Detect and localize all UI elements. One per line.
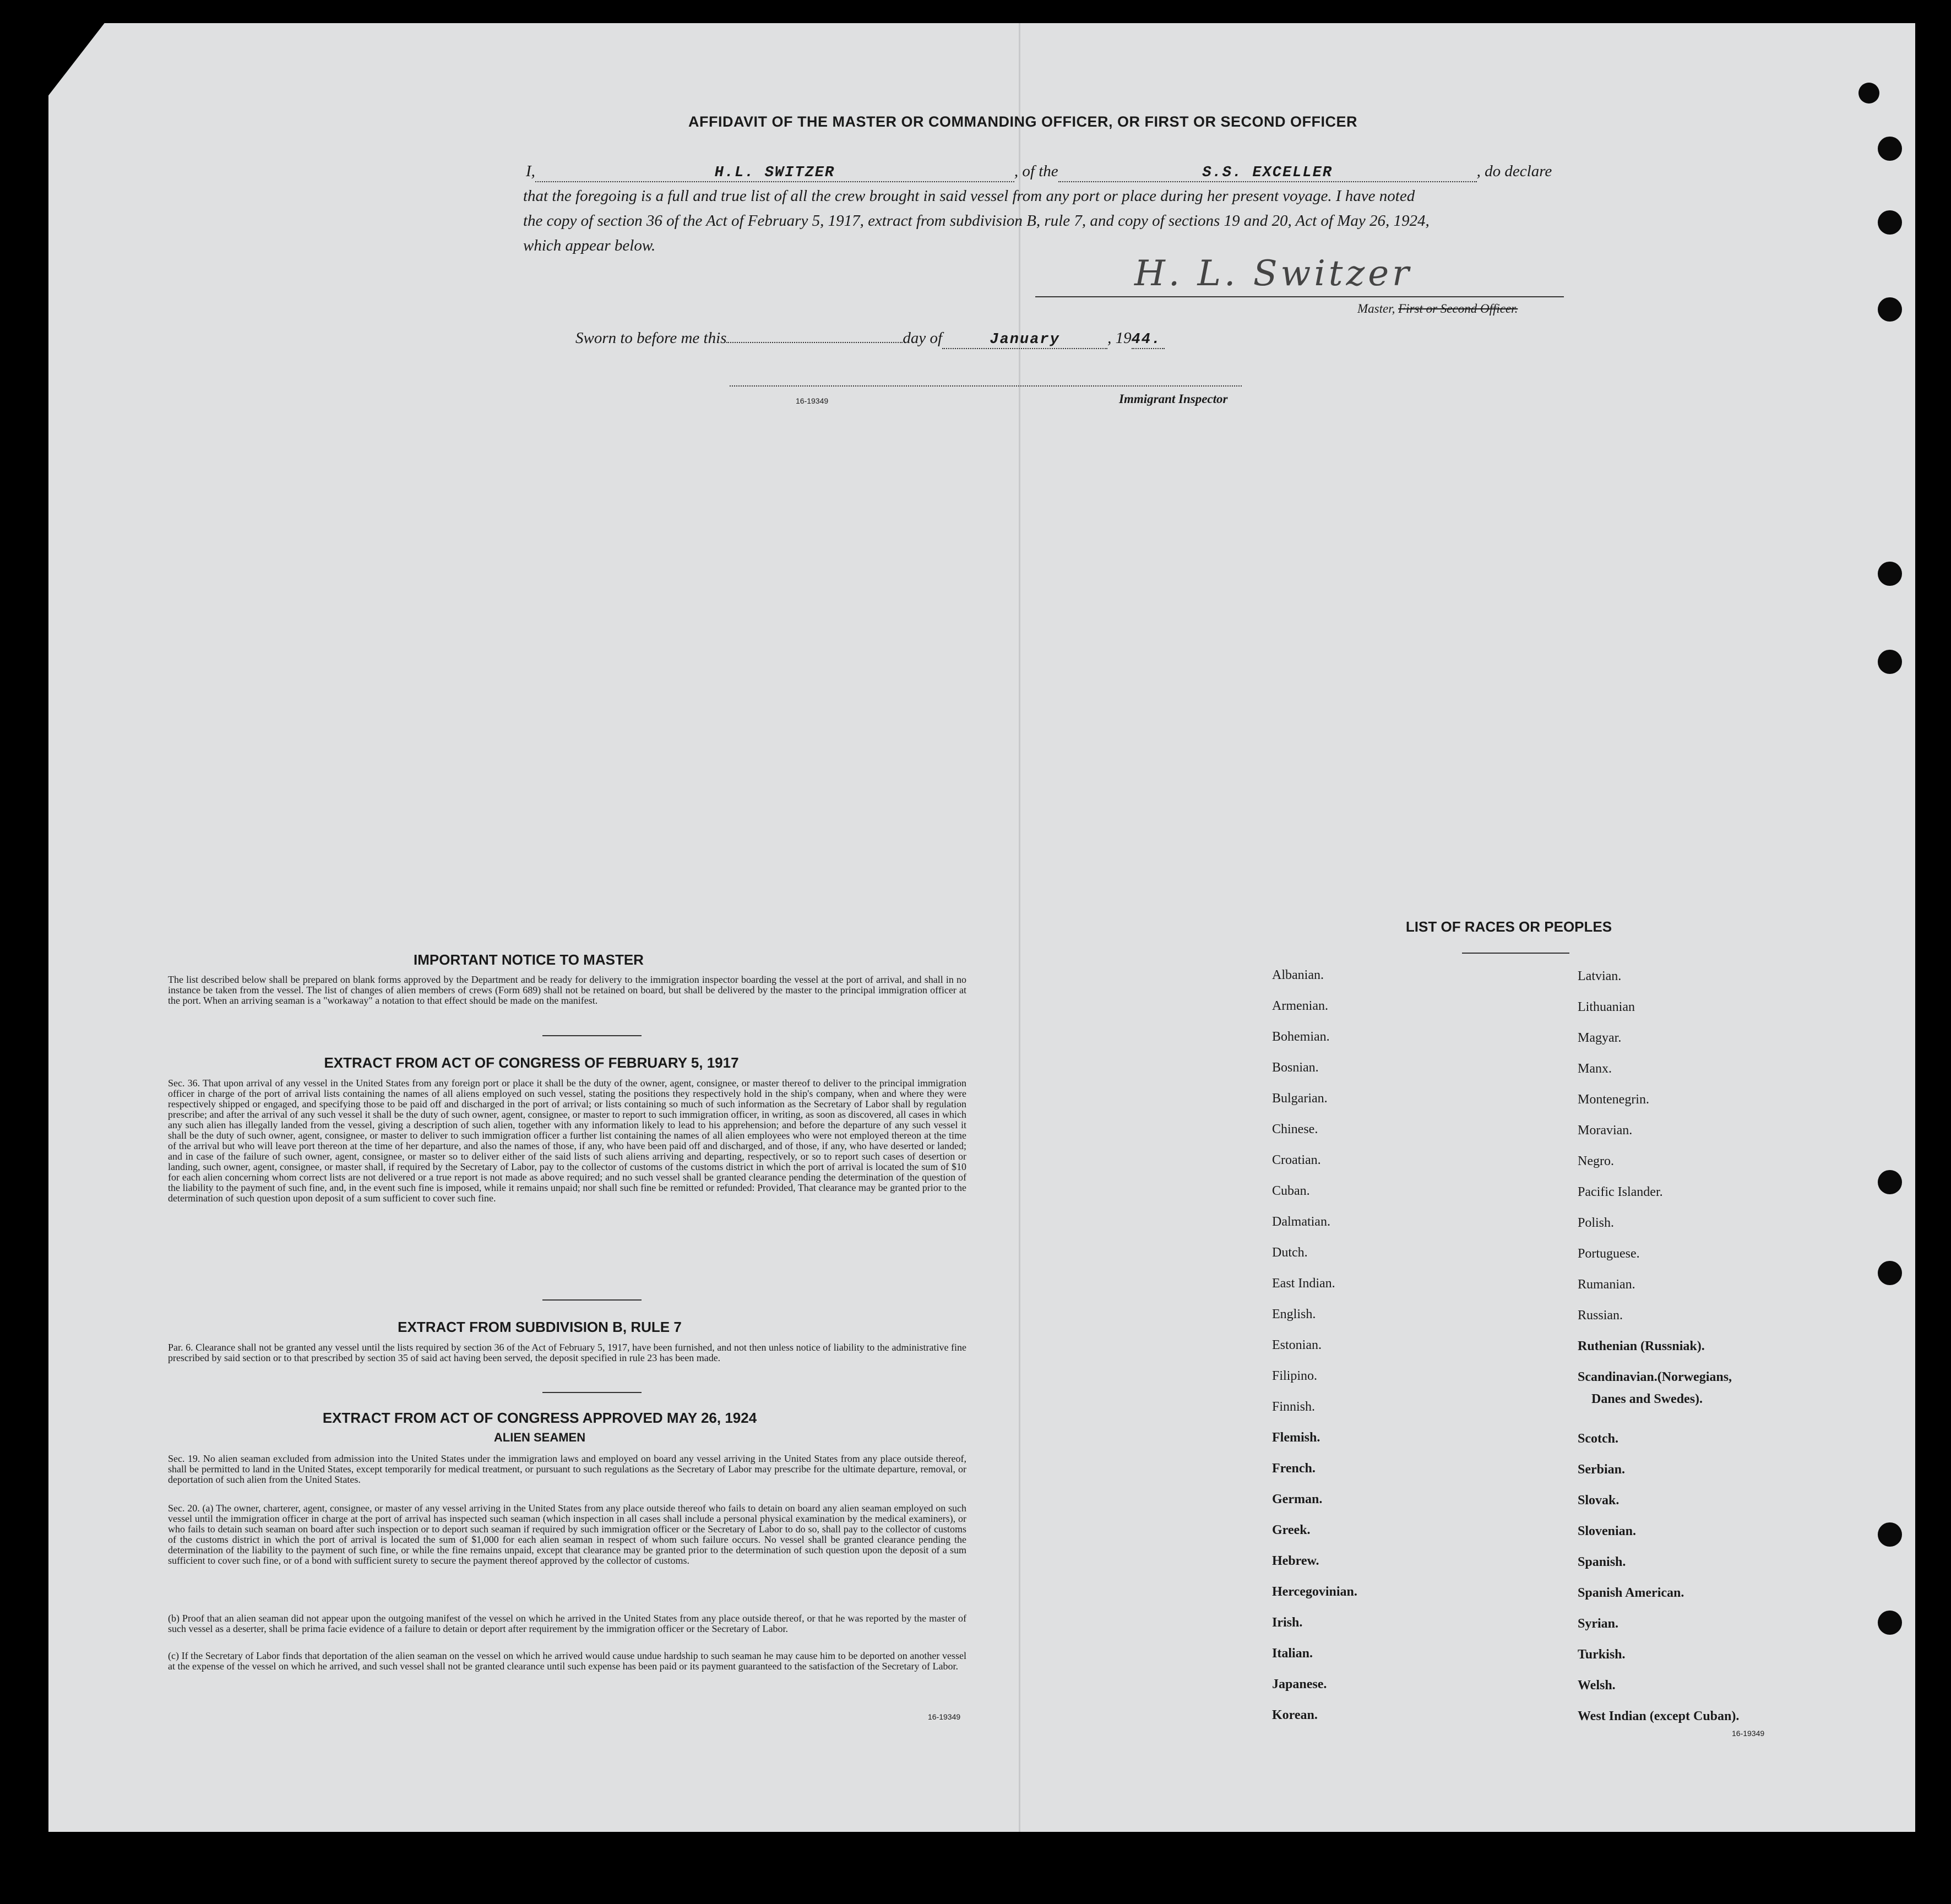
race-item: Bohemian. [1272,1030,1330,1044]
race-item: Pacific Islander. [1578,1185,1663,1199]
of-the-label: , of the [1014,162,1058,180]
race-item: Moravian. [1578,1123,1633,1138]
caption-struck: First or Second Officer. [1398,302,1518,315]
race-item: Spanish American. [1578,1586,1684,1600]
race-item: Negro. [1578,1154,1614,1168]
affidavit-title: AFFIDAVIT OF THE MASTER OR COMMANDING OFFICER, OR FIRST OR SECOND OFFICER [688,113,1357,130]
race-item: Italian. [1272,1646,1313,1661]
race-item: Slovenian. [1578,1524,1637,1538]
race-item: Latvian. [1578,969,1622,983]
race-item: Welsh. [1578,1678,1616,1693]
race-item: Greek. [1272,1523,1311,1537]
race-item: Armenian. [1272,999,1328,1013]
race-item: Bulgarian. [1272,1091,1328,1106]
extract-1917-title: EXTRACT FROM ACT OF CONGRESS OF FEBRUARY 5, 1917 [324,1054,739,1071]
notice-title: IMPORTANT NOTICE TO MASTER [414,951,644,968]
race-item: Rumanian. [1578,1277,1635,1292]
page-fold [1019,23,1020,1832]
vessel-name: S.S. EXCELLER [1202,165,1333,181]
race-item: Cuban. [1272,1184,1310,1198]
race-item: Montenegrin. [1578,1092,1649,1107]
month-field [942,329,1107,349]
extract-1924-title: EXTRACT FROM ACT OF CONGRESS APPROVED MAY 26, 1924 [322,1410,757,1426]
divider [542,1299,642,1301]
races-title: LIST OF RACES OR PEOPLES [1405,918,1612,935]
form-number: 16-19349 [796,396,829,405]
race-item: West Indian (except Cuban). [1578,1709,1740,1723]
race-item: Danes and Swedes). [1591,1392,1703,1406]
race-item: Turkish. [1578,1647,1626,1662]
race-item: Scotch. [1578,1432,1618,1446]
race-item: French. [1272,1461,1316,1476]
punch-hole [1858,83,1879,104]
punch-hole [1878,1522,1902,1547]
race-item: Manx. [1578,1062,1612,1076]
alien-seamen-subtitle: ALIEN SEAMEN [493,1430,586,1444]
race-item: Ruthenian (Russniak). [1578,1339,1705,1353]
punch-hole [1878,1170,1902,1194]
master-name: H.L. SWITZER [714,165,835,181]
race-item: Portuguese. [1578,1247,1640,1261]
punch-hole [1878,137,1902,161]
form-number: 16-19349 [1732,1729,1765,1738]
race-item: English. [1272,1307,1316,1321]
day-of-label: day of [903,329,943,347]
divider [542,1392,642,1393]
race-item: Syrian. [1578,1617,1619,1631]
race-item: Flemish. [1272,1430,1320,1445]
race-item: Croatian. [1272,1153,1321,1167]
signature: H. L. Switzer [1134,253,1412,294]
year-prefix: , 19 [1107,329,1132,347]
signature-line [1035,296,1564,297]
race-item: German. [1272,1492,1323,1506]
race-item: East Indian. [1272,1276,1335,1291]
sec19-text: Sec. 19. No alien seaman excluded from admission into the United States under the immigration laws and employed on board any vessel arriving in the United States from any place outside thereof, shall be permitted to land in the United States, except temporarily for medical treatment, or pursuant to such regulations as the Secretary of Labor may prescribe for the ultimate departure, removal, or deportation of such alien from the United States. [168,1453,966,1485]
affidavit-line1 [526,162,1552,182]
race-item: Slovak. [1578,1493,1620,1508]
i-label: I, [526,162,535,180]
rule7-title: EXTRACT FROM SUBDIVISION B, RULE 7 [398,1319,682,1335]
sworn-line [575,329,1165,349]
rule7-text: Par. 6. Clearance shall not be granted any vessel until the lists required by section 36 of the Act of February 5, 1917, have been furnished, and not then unless notice of liability to the administrative fine prescribed by said section or to that prescribed by section 35 of said act having been served, the deposit specified in rule 23 has been made. [168,1342,966,1363]
race-item: Hebrew. [1272,1554,1319,1568]
signature-caption [1357,302,1518,316]
race-item: Polish. [1578,1216,1615,1230]
race-item: Spanish. [1578,1555,1626,1569]
race-item: Dutch. [1272,1245,1308,1260]
form-number: 16-19349 [928,1712,961,1721]
punch-hole [1878,562,1902,586]
race-item: Serbian. [1578,1462,1626,1477]
divider [1462,953,1569,954]
race-item: Lithuanian [1578,1000,1635,1014]
inspector-line [730,385,1242,388]
race-item: Finnish. [1272,1400,1316,1414]
master-name-field [535,162,1014,182]
race-item: Chinese. [1272,1122,1318,1136]
race-item: Hercegovinian. [1272,1585,1357,1599]
race-item: Bosnian. [1272,1060,1319,1075]
divider [542,1035,642,1036]
race-item: Magyar. [1578,1031,1622,1045]
affidavit-line4: which appear below. [523,237,656,254]
punch-hole [1878,210,1902,235]
sworn-label: Sworn to before me this [575,329,727,347]
punch-hole [1878,297,1902,322]
year: 44. [1132,331,1165,349]
punch-hole [1878,1261,1902,1285]
notice-text: The list described below shall be prepared on blank forms approved by the Department and be ready for delivery to the immigration inspector boarding the vessel at the port of arrival, and shall in no instance be taken from the vessel. The list of changes of alien members of crews (Form 689) shall not be retained on board, but shall be delivered by the master to the principal immigration officer at the port. When an arriving seaman is a "workaway" a notation to that effect should be made on the manifest. [168,974,966,1006]
do-declare-label: , do declare [1476,162,1552,180]
sec20b-text: (b) Proof that an alien seaman did not appear upon the outgoing manifest of the vessel on which he arrived in the United States from any place outside thereof, or that he was reported by the master of such vessel as a deserter, shall be prima facie evidence of a failure to detain or deport after requirement by the immigration officer or the Secretary of Labor. [168,1613,966,1634]
punch-hole [1878,650,1902,674]
race-item: Japanese. [1272,1677,1327,1691]
race-item: Scandinavian.(Norwegians, [1578,1370,1732,1384]
race-item: Estonian. [1272,1338,1322,1352]
affidavit-line2: that the foregoing is a full and true list of all the crew brought in said vessel from any port or place during her present voyage. I have noted [523,187,1415,205]
day-field [726,342,903,343]
race-item: Filipino. [1272,1369,1318,1383]
race-item: Albanian. [1272,968,1324,982]
affidavit-line3: the copy of section 36 of the Act of February 5, 1917, extract from subdivision B, rule 7, and copy of sections 19 and 20, Act of May 26, 1924, [523,212,1430,230]
punch-hole [1878,1611,1902,1635]
sec20c-text: (c) If the Secretary of Labor finds that deportation of the alien seaman on the vessel on which he arrived would cause undue hardship to such seaman he may cause him to be deported on another vessel at the expense of the vessel on which he arrived, and such vessel shall not be granted clearance until such expense has been paid or its payment guaranteed to the satisfaction of the Secretary of Labor. [168,1650,966,1672]
race-item: Korean. [1272,1708,1318,1722]
sec20a-text: Sec. 20. (a) The owner, charterer, agent, consignee, or master of any vessel arriving in the United States from any place outside thereof who fails to detain on board any alien seaman employed on such vessel until the immigration officer in charge at the port of arrival has inspected such seaman (which inspection in all cases shall include a personal physical examination by the medical examiners), or who fails to detain such seaman on board after such inspection or to deport such seaman if required by such immigration officer or the Secretary of Labor to do so, shall pay to the collector of customs of the customs district in which the port of arrival is located the sum of $1,000 for each alien seaman in respect of whom such failure occurs. No vessel shall be granted clearance pending the determination of the liability to the payment of such fine, or while the fine remains unpaid, except that clearance may be granted prior to the determination of such question upon the deposit of a sum sufficient to cover such fine, or of a bond with sufficient surety to secure the payment thereof approved by the collector of customs. [168,1503,966,1566]
extract-1917-text: Sec. 36. That upon arrival of any vessel in the United States from any foreign port or place it shall be the duty of the owner, agent, consignee, or master thereof to deliver to the principal immigration officer in charge of the port of arrival lists containing the names of all aliens employed on such vessel, stating the positions they respectively hold in the ship's company, when and where they were respectively shipped or engaged, and specifying those to be paid off and discharged in the port of arrival; or lists containing so much of such information as the Secretary of Labor shall by regulation prescribe; and after the arrival of any such vessel it shall be the duty of such owner, agent, consignee, or master to report to such immigration officer, in writing, as soon as discovered, all cases in which any such alien has illegally landed from the vessel, giving a description of such alien, together with any information likely to lead to his apprehension; and before the departure of any such vessel it shall be the duty of such owner, agent, consignee, or master to deliver to such immigration officer a further list containing the names of all alien employees who were not employed thereon at the time of the arrival but who will leave port thereon at the time of her departure, and also the names of those, if any, who have been paid off and discharged, and of those, if any, who have deserted or landed; and in case of the failure of such owner, agent, consignee, or master so to deliver either of the said lists of such aliens arriving and departing, respectively, or so to report such cases of desertion or landing, such owner, agent, consignee, or master shall, if required by the Secretary of Labor, pay to the collector of customs of the customs district in which the port of arrival is located the sum of $10 for each alien concerning whom correct lists are not delivered or a true report is not made as above required; and no such vessel shall be granted clearance pending the determination of the question of the liability to the payment of such fine, and, in the event such fine is imposed, while it remains unpaid; nor shall such fine be remitted or refunded: Provided, That clearance may be granted prior to the determination of such question upon deposit of a sum sufficient to cover such fine. [168,1078,966,1204]
caption-master: Master, [1357,302,1395,315]
month: January [990,331,1060,348]
race-item: Russian. [1578,1308,1623,1323]
vessel-field [1058,162,1477,182]
race-item: Dalmatian. [1272,1215,1330,1229]
inspector-label: Immigrant Inspector [1119,392,1228,406]
race-item: Irish. [1272,1615,1303,1630]
